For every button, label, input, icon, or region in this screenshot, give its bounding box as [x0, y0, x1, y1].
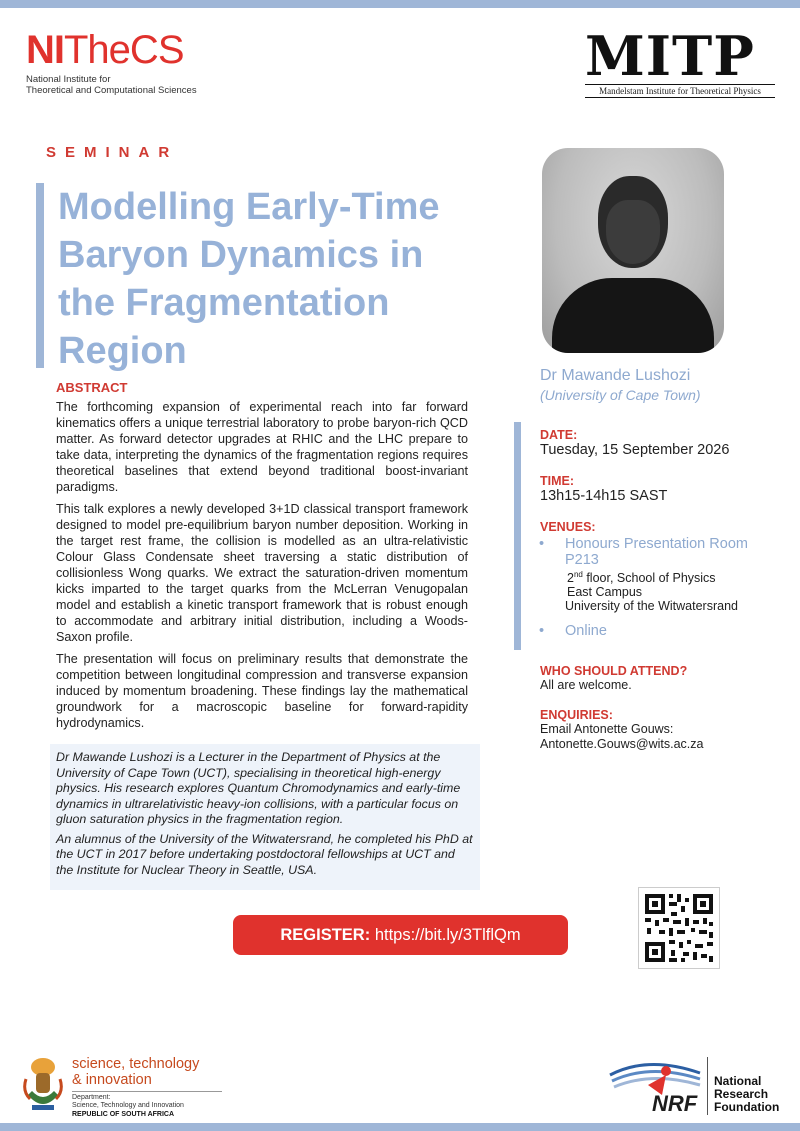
venue-block	[540, 520, 790, 639]
mitp-logo	[585, 24, 775, 98]
nrf-name	[714, 1075, 779, 1114]
abstract-body	[56, 399, 468, 737]
seminar-label: SEMINAR	[46, 144, 179, 161]
speaker-name: Dr Mawande Lushozi	[540, 367, 691, 384]
register-url[interactable]: https://bit.ly/3TlflQm	[374, 926, 521, 944]
time-block	[540, 474, 667, 504]
venue1-name-line1: • Honours Presentation Room	[565, 536, 748, 552]
dst-department-name: Science, Technology and Innovation	[72, 1102, 184, 1109]
qr-code[interactable]	[638, 887, 720, 969]
dst-name-line1: science, technology	[72, 1056, 200, 1072]
nrf-logo	[608, 1055, 788, 1117]
nrf-mark: NRF	[652, 1091, 698, 1116]
dst-department	[72, 1094, 184, 1110]
dst-logo	[22, 1055, 222, 1117]
nithecs-logo-mark	[26, 30, 197, 70]
nrf-divider	[707, 1057, 708, 1115]
speaker-photo-body	[552, 278, 714, 353]
enquiries-label: ENQUIRIES:	[540, 708, 613, 722]
nrf-name-line1: National	[714, 1074, 762, 1088]
top-accent-bar	[0, 0, 800, 8]
speaker-photo	[542, 148, 724, 353]
enquiries-block	[540, 708, 703, 752]
venue1-campus: East Campus	[567, 585, 643, 600]
south-africa-coat-of-arms-icon	[22, 1055, 64, 1113]
dst-divider	[72, 1091, 222, 1092]
nithecs-logo-ni: NI	[26, 28, 64, 72]
date-value: Tuesday, 15 September 2026	[540, 442, 730, 458]
dst-name-line2: & innovation	[72, 1072, 152, 1088]
nithecs-subtitle-line1: National Institute for	[26, 74, 111, 85]
register-label: REGISTER:	[280, 926, 371, 944]
title-accent-bar	[36, 183, 44, 368]
enquiries-email[interactable]: Antonette.Gouws@wits.ac.za	[540, 737, 704, 751]
abstract-paragraph: This talk explores a newly developed 3+1D classical transport framework designed to model pre-equilibrium baryon number deposition. Working in the target rest frame, the collision is modelled as an ultra-relativistic Colour Glass Condensate sheet traversing a static distribution of collisionless Wong quarks. We extract the saturation-driven momentum kicks imparted to the target quarks from the McLerran Venugopalan model and establish a kinetic transport framework that is robust enough to accommodate and arbitrary initial distribution, including a Woods-Saxon profile.	[56, 502, 468, 644]
venue1-floor	[567, 568, 790, 585]
venue1-floor-rest: floor, School of Physics	[582, 571, 716, 586]
register-button[interactable]	[233, 915, 568, 955]
speaker-bio-box	[50, 744, 480, 890]
nithecs-subtitle-line2: Theoretical and Computational Sciences	[26, 85, 197, 96]
attend-block	[540, 664, 687, 693]
attend-label: WHO SHOULD ATTEND?	[540, 664, 688, 678]
venue1-university: University of the Witwatersrand	[565, 599, 738, 614]
attend-value: All are welcome.	[540, 678, 632, 692]
mitp-logo-mark: MITP	[585, 24, 755, 88]
bottom-accent-bar	[0, 1123, 800, 1131]
enquiries-line1: Email Antonette Gouws:	[540, 722, 674, 736]
time-label: TIME:	[540, 474, 575, 488]
mitp-logo-subtitle: Mandelstam Institute for Theoretical Physics	[585, 84, 775, 98]
nithecs-logo-rest: TheCS	[64, 28, 184, 72]
date-block	[540, 428, 729, 458]
info-accent-bar	[514, 422, 521, 650]
bio-paragraph: An alumnus of the University of the Witwatersrand, he completed his PhD at the UCT in 2017 before undertaking postdoctoral fellowships at UCT and the Institute for Nuclear Theory in Seattle, USA.	[56, 831, 473, 877]
venue1-floor-sup: nd	[573, 570, 583, 579]
venue-item-online: • Online	[565, 623, 790, 639]
dst-department-label: Department:	[72, 1094, 111, 1101]
abstract-heading: ABSTRACT	[56, 380, 128, 395]
nrf-name-line2: Research	[714, 1087, 769, 1101]
venue1-name-line2: P213	[565, 552, 599, 568]
venue1-floor-num: 2	[567, 571, 574, 586]
page-title: Modelling Early-Time Baryon Dynamics in the Fragmentation Region	[58, 186, 440, 372]
abstract-paragraph: The forthcoming expansion of experimental reach into far forward kinematics offers a unique terrestrial laboratory to probe baryon-rich QCD matter. As forward detector upgrades at RHIC and the LHC prepare to take data, interpreting the dynamics of the fragmentation regions requires theoretical baselines that extend beyond traditional boost-invariant paradigms.	[56, 400, 468, 494]
venue-item-honours-room	[565, 536, 790, 568]
nrf-name-line3: Foundation	[714, 1100, 780, 1114]
speaker-photo-face	[606, 200, 660, 264]
qr-code-graphic	[639, 888, 719, 968]
time-value: 13h15-14h15 SAST	[540, 488, 668, 504]
nithecs-logo	[26, 30, 197, 96]
abstract-paragraph: The presentation will focus on preliminary results that demonstrate the competition between longitudinal compression and transverse expansion induced by momentum broadening. These findings lay the mathematical groundwork for a macroscopic baseline for forward-rapidity hydrodynamics.	[56, 652, 468, 730]
bio-paragraph: Dr Mawande Lushozi is a Lecturer in the Department of Physics at the University of Cape Town (UCT), specialising in theoretical high-energy physics. His research explores Quantum Chromodynamics and early-time dynamics in ultrarelativistic heavy-ion collisions, with a particular focus on gluon saturation physics in the fragmentation region.	[56, 750, 461, 826]
venues-label: VENUES:	[540, 520, 596, 534]
date-label: DATE:	[540, 428, 578, 442]
dst-country: REPUBLIC OF SOUTH AFRICA	[72, 1111, 175, 1118]
speaker-affiliation: (University of Cape Town)	[540, 387, 701, 403]
